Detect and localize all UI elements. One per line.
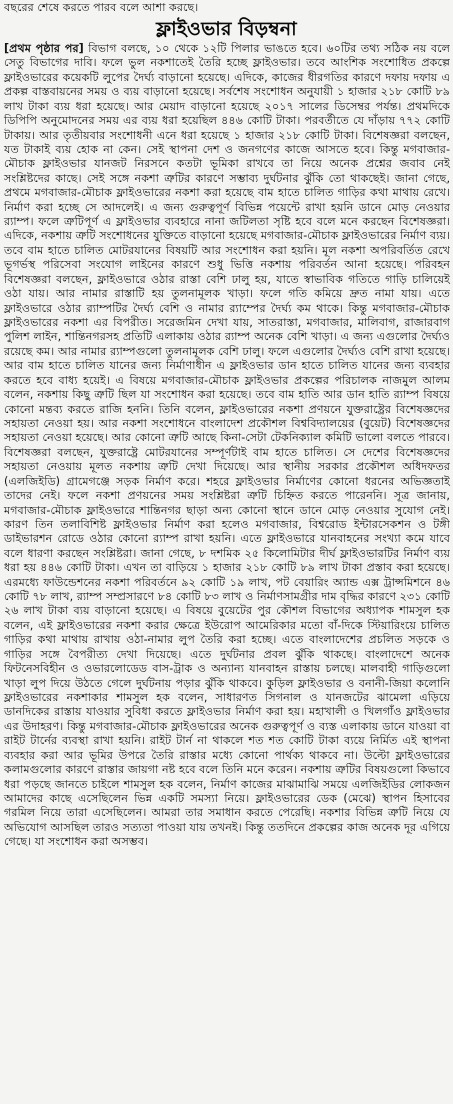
- article-body-text: বিভাগ বলছে, ১০ থেকে ১২টি পিলার ভাঙতে হবে। ৬০টির তথ্য সঠিক নয় বলে সেতু বিভাগের দাবি। ফলে ভুল নকশাতেই তৈরি হচ্ছে ফ্লাইওভার। তবে আংশিক সংশোধিত প্রকল্পে ফ্লাইওভারের কয়েকটি লুপের দৈর্ঘ্য বাড়ানো হয়েছে। এদিকে, কাজের ধীরগতির কারণে দফায় দফায় এ প্রকল্প বাস্তবায়নের সময় ও ব্যয় বাড়ানো হয়েছে। সর্বশেষ সংশোধন অনুযায়ী ১ হাজার ২১৮ কোটি ৮৯ লাখ টাকা ব্যয় ধরা হয়েছে। আর মেয়াদ বাড়ানো হয়েছে ২০১৭ সালের ডিসেম্বর পর্যন্ত। প্রথমদিকে ডিপিপি অনুমোদনের সময় এর ব্যয় ধরা হয়েছিল ৪৪৬ কোটি টাকা। পরবর্তীতে যে দাঁড়ায় ৭৭২ কোটি টাকায়। আর তৃতীয়বার সংশোধনী এনে ধরা হয়েছে ১ হাজার ২১৮ কোটি টাকা। বিশেষজ্ঞরা বলছেন, যত টাকাই ব্যয় হোক না কেন। সেই স্থাপনা দেশ ও জনগণের কাজে আসতে হবে। কিন্তু মগবাজার-মৌচাক ফ্লাইওভার যানজট নিরসনে কতটা ভূমিকা রাখবে তা নিয়ে অনেক প্রশ্নের জবাব নেই সংশ্লিষ্টদের কাছে। সেই সঙ্গে নকশা ত্রুটির কারণে সম্ভাব্য দুর্ঘটনার ঝুঁকি তো থাকছেই। জানা গেছে, প্রথমে মগবাজার-মৌচাক ফ্লাইওভারের নকশা করা হয়েছে বাম হাতে চালিত গাড়ির কথা মাথায় রেখে। নির্মাণ করা হচ্ছে সে আদলেই। এ জন্য গুরুত্বপূর্ণ বিভিন্ন পয়েন্টে রাখা হয়নি ডানে মোড় নেওয়ার র‍্যাম্প। ফলে ত্রুটিপূর্ণ এ ফ্লাইওভার ব্যবহারে নানা জটিলতা সৃষ্টি হবে বলে মনে করছেন বিশেষজ্ঞরা। এদিকে, নকশায় ত্রুটি সংশোধনের যুক্তিতে বাড়ানো হয়েছে মগবাজার-মৌচাক ফ্লাইওভারের নির্মাণ ব্যয়। তবে বাম হাতে চালিত মোটরযানের বিষয়টি আর সংশোধন করা হয়নি। মূল নকশা অপরিবর্তিত রেখে ভূগর্ভস্থ পরিসেবা সংযোগ লাইনের কারণে শুধু ভিত্তি নকশায় পরিবর্তন আনা হয়েছে। পরিবহন বিশেষজ্ঞরা বলছেন, ফ্লাইওভারে ওঠার রাস্তা বেশি ঢালু হয়, যাতে স্বাভাবিক গতিতে গাড়ি চালিয়েই ওঠা যায়। আর নামার রাস্তাটি হয় তুলনামূলক খাড়া। ফলে গতি কমিয়ে দ্রুত নামা যায়। এতে ফ্লাইওভারে ওঠার র‍্যাম্পটির দৈর্ঘ্য বেশি ও নামার র‍্যাম্পের দৈর্ঘ্য কম থাকে। কিন্তু মগবাজার-মৌচাক ফ্লাইওভারের নকশা এর বিপরীত। সরেজমিন দেখা যায়, সাতরাস্তা, মগবাজার, মালিবাগ, রাজারবাগ পুলিশ লাইন, শান্তিনগরসহ প্রতিটি এলাকায় ওঠার র‍্যাম্প অনেক বেশি খাড়া। এ জন্য এগুলোর দৈর্ঘ্যও রয়েছে কম। আর নামার র‍্যাম্পগুলো তুলনামূলক বেশি ঢালু। ফলে এগুলোর দৈর্ঘ্যও বেশি রাখা হয়েছে। আর বাম হাতে চালিত যানের জন্য নির্মাণাধীন এ ফ্লাইওভার ডান হাতে চালিত যানের জন্য ব্যবহার করতে হবে বাধ্য হয়েই। এ বিষয়ে মগবাজার-মৌচাক ফ্লাইওভার প্রকল্পের পরিচালক নাজমুল আলম বলেন, নকশায় কিছু ত্রুটি ছিল যা সংশোধন করা হয়েছে। তবে বাম হাতি আর ডান হাতি র‍্যাম্প বিষয়ে কোনো মন্তব্য করতে রাজি হননি। তিনি বলেন, ফ্লাইওভারের নকশা প্রণয়নে যুক্তরাষ্ট্রের বিশেষজ্ঞদের সহায়তা নেওয়া হয়। আর নকশা সংশোধনে বাংলাদেশ প্রকৌশল বিশ্ববিদ্যালয়ের (বুয়েট) বিশেষজ্ঞদের সহায়তা নেওয়া হয়েছে। আর কোনো ত্রুটি আছে কিনা-সেটা টেকনিক্যাল কমিটি ভালো বলতে পারবে। বিশেষজ্ঞরা বলছেন, যুক্তরাষ্ট্রে মোটরযানের সম্পূর্ণটাই বাম হাতে চালিত। সে দেশের বিশেষজ্ঞদের সহায়তা নেওয়ায় মূলত নকশায় ত্রুটি দেখা দিয়েছে। আর স্থানীয় সরকার প্রকৌশল অধিদফতর (এলজিইডি) গ্রামেগঞ্জে সড়ক নির্মাণ করে। শহরে ফ্লাইওভার নির্মাণের কোনো ধরনের অভিজ্ঞতাই তাদের নেই। ফলে নকশা প্রণয়নের সময় সংশ্লিষ্টরা ত্রুটি চিহ্নিত করতে পারেননি। সূত্র জানায়, মগবাজার-মৌচাক ফ্লাইওভারে শান্তিনগর ছাড়া অন্য কোনো স্থানে ডানে মোড় নেওয়ার সুযোগ নেই। কারণ তিন তলাবিশিষ্ট ফ্লাইওভার নির্মাণ করা হলেও মগবাজার, বিশ্বরোড ইন্টারসেকশন ও টঙ্গী ডাইভারশন রোডে ওঠার কোনো র‍্যাম্প রাখা হয়নি। এতে ফ্লাইওভারে যানবাহনের সংখ্যা কমে যাবে বলে ধারণা করছেন সংশ্লিষ্টরা। জানা গেছে, ৮ দশমিক ২৫ কিলোমিটার দীর্ঘ ফ্লাইওভারটির নির্মাণ ব্যয় ধরা হয় ৪৪৬ কোটি টাকা। এখন তা বাড়িয়ে ১ হাজার ২১৮ কোটি ৮৯ লাখ টাকা প্রস্তাব করা হয়েছে। এরমধ্যে ফাউন্ডেশনের নকশা পরিবর্তনে ৯২ কোটি ১৯ লাখ, পট বেয়ারিং অ্যান্ড এক্স ট্রান্সমিশনে ৪৬ কোটি ৭৮ লাখ, র‍্যাম্প সম্প্রসারণে ৮৪ কোটি ৮৩ লাখ ও নির্মাণসামগ্রীর দাম বৃদ্ধির কারণে ২৩১ কোটি ২৬ লাখ টাকা ব্যয় বাড়ানো হয়েছে। এ বিষয়ে বুয়েটের পুর কৌশল বিভাগের অধ্যাপক শামসুল হক বলেন, এই ফ্লাইওভারের নকশা করার ক্ষেত্রে ইউরোপ আমেরিকার মতো বাঁ-দিকে স্টিয়ারিংয়ে চালিত গাড়ির কথা মাথায় রাখায় ওঠা-নামার লুপ তৈরি করা হচ্ছে। এতে বাংলাদেশের প্রচলিত সড়কে ও গাড়ির সঙ্গে বৈপরীত্য দেখা দিয়েছে। এতে দুর্ঘটনার প্রবল ঝুঁকি থাকছে। বাংলাদেশে অনেক ফিটনেসবিহীন ও ওভারলোডেড বাস-ট্রাক ও অন্যান্য যানবাহন রাস্তায় চলছে। মালবাহী গাড়িগুলো খাড়া লুপ দিয়ে উঠতে গেলে দুর্ঘটনায় পড়ার ঝুঁকি থাকবে। কুড়িল ফ্লাইওভার ও বনানী-জিয়া কলোনি ফ্লাইওভারের নকশাকার শামসুল হক বলেন, সাধারণত সিগনাল ও যানজটের ঝামেলা এড়িয়ে ডানদিকের রাস্তায় যাওয়ার সুবিধা করতে ফ্লাইওভার নির্মাণ করা হয়। মহাখালী ও খিলগাঁও ফ্লাইওভার এর উদাহরণ। কিন্তু মগবাজার-মৌচাক ফ্লাইওভারের অনেক গুরুত্বপূর্ণ ও ব্যস্ত এলাকায় ডানে যাওয়া বা রাইট টার্নের ব্যবস্থা রাখা হয়নি। রাইট টার্ন না থাকলে শত শত কোটি টাকা ব্যয়ে নির্মিত এই স্থাপনা ব্যবহার করা আর ভূমির উপরে তৈরি রাস্তার মধ্যে কোনো পার্থক্য থাকবে না। উল্টো ফ্লাইওভারের কলামগুলোর কারণে রাস্তার জায়গা নষ্ট হবে বলে তিনি মনে করেন। নকশায় ত্রুটির বিষয়গুলো কিভাবে ধরা পড়ছে জানতে চাইলে শামসুল হক বলেন, নির্মাণ কাজের মাঝামাঝি সময়ে এলজিইডির লোকজন আমাদের কাছে এসেছিলেন ভিন্ন একটি সমস্যা নিয়ে। ফ্লাইওভারের ডেক (মেঝে) স্থাপন হিসাবের গরমিল নিয়ে তারা এসেছিলেন। আমরা তার সমাধান করতে পেরেছি। নকশার বিভিন্ন ত্রুটি নিয়ে যে অভিযোগ আসছিল তারও সত্যতা পাওয়া যায় তখনই। কিন্তু ততদিনে প্রকল্পের কাজ অনেক দূর এগিয়ে গেছে। যা সংশোধন করা অসম্ভব।: [4, 42, 450, 849]
- previous-column-end: বছরের শেষে করতে পারব বলে আশা করছে।: [4, 1, 199, 14]
- article-headline: ফ্লাইওভার বিড়ম্বনা: [156, 18, 297, 40]
- article-body: [4, 42, 450, 850]
- continued-label: [প্রথম পৃষ্ঠার পর]: [4, 42, 84, 55]
